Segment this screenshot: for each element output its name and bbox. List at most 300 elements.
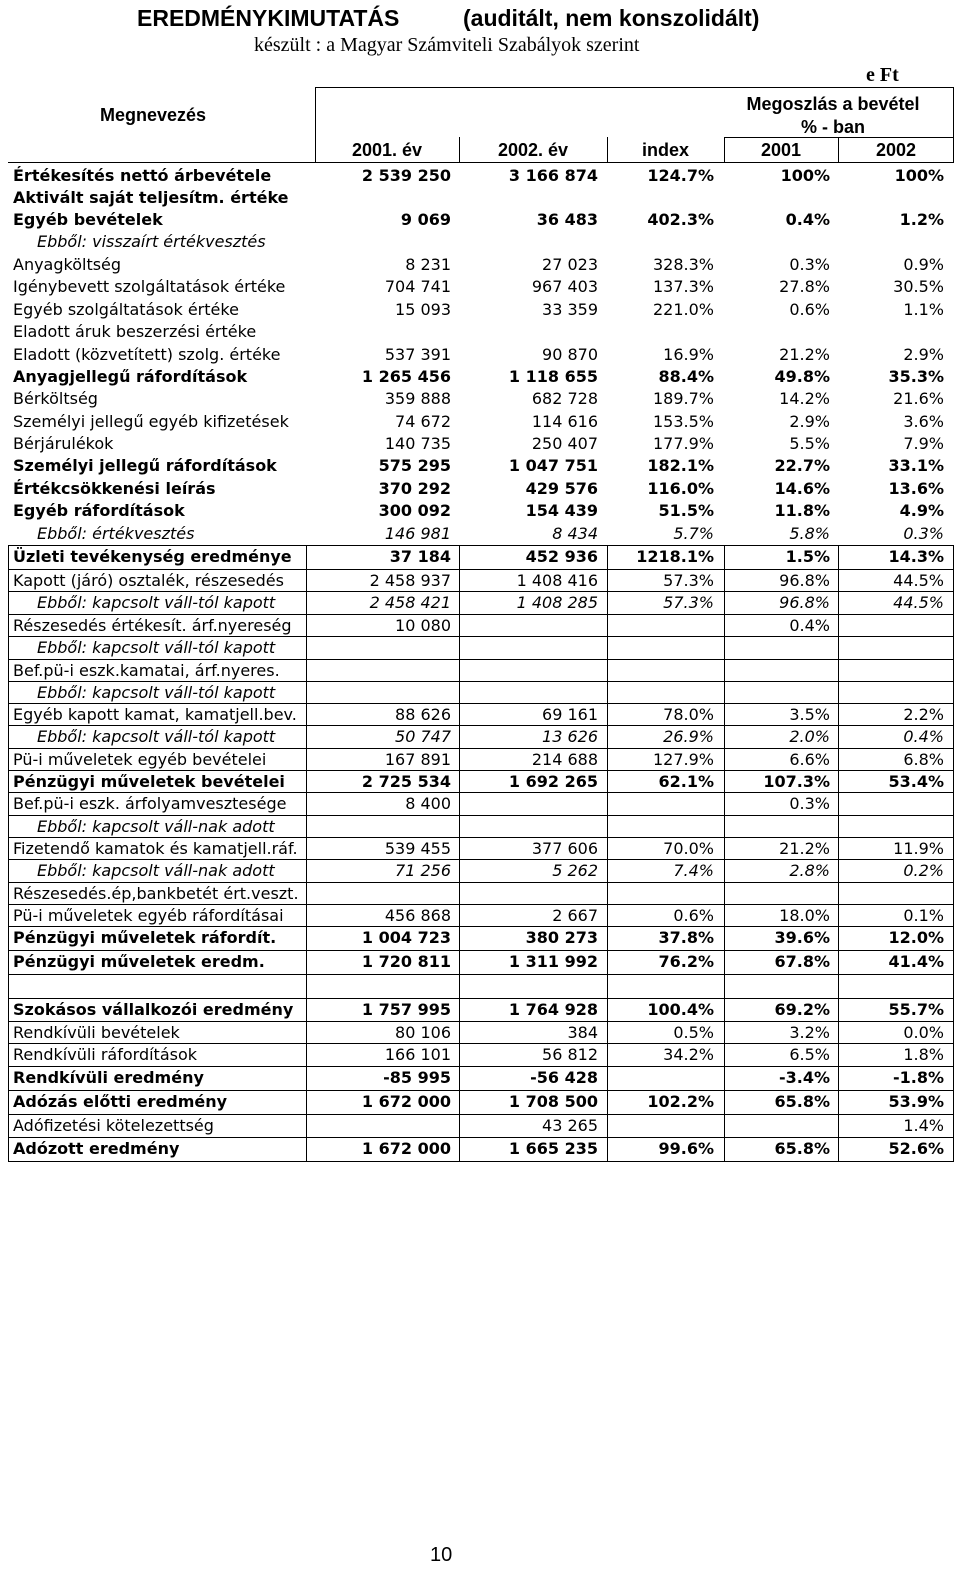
row-rule [8,1021,954,1022]
share-2001: 0.4% [785,210,830,229]
row-label: Egyéb szolgáltatások értéke [13,300,239,319]
value-index: 7.4% [673,861,714,880]
row-label: Részesedés.ép,bankbetét ért.veszt. [13,884,299,903]
share-2002: -1.8% [892,1068,944,1087]
header-col-sep [459,137,460,163]
row-label: Pénzügyi műveletek bevételei [13,772,285,791]
row-rule [8,1114,954,1115]
table-row [0,344,960,366]
share-2002: 0.1% [903,906,944,925]
share-header-line2: % - ban [800,117,865,137]
share-2002: 1.8% [903,1045,944,1064]
value-index: 127.9% [652,750,714,769]
share-2002: 0.4% [903,727,944,746]
value-2001: 704 741 [384,277,451,296]
value-2002: 69 161 [542,705,598,724]
row-rule [8,1090,954,1091]
row-label: Bérjárulékok [13,434,114,453]
row-label: Üzleti tevékenység eredménye [13,547,292,566]
value-2002: 56 812 [542,1045,598,1064]
value-index: 116.0% [647,479,714,498]
value-2001: 88 626 [395,705,451,724]
table-row [0,838,960,860]
row-label: Rendkívüli eredmény [13,1068,204,1087]
share-2001: 5.5% [789,434,830,453]
table-row [0,726,960,748]
table-row [0,254,960,276]
share-2002: 1.1% [903,300,944,319]
share-2002: 41.4% [888,952,944,971]
value-2002: 27 023 [542,255,598,274]
share-2002: 100% [894,166,944,185]
value-2001: 8 400 [405,794,451,813]
value-2001: 2 725 534 [361,772,451,791]
column-header-index: index [641,140,689,160]
value-2001: 10 080 [395,616,451,635]
share-2001: 49.8% [774,367,830,386]
value-2002: -56 428 [530,1068,598,1087]
share-2001: -3.4% [778,1068,830,1087]
table-row [0,321,960,343]
row-label: Ebből: kapcsolt váll-tól kapott [37,727,276,746]
share-2002: 12.0% [888,928,944,947]
share-2001: 1.5% [785,547,830,566]
value-index: 26.9% [663,727,714,746]
row-label: Egyéb ráfordítások [13,501,185,520]
share-2002: 0.0% [903,1023,944,1042]
share-2001: 21.2% [779,345,830,364]
value-index: 51.5% [658,501,714,520]
value-2002: 429 576 [525,479,598,498]
header-col-sep [724,137,725,163]
share-2002: 2.2% [903,705,944,724]
value-index: 137.3% [652,277,714,296]
row-rule [8,950,954,951]
column-header-share-2001: 2001 [760,140,802,160]
value-index: 0.5% [673,1023,714,1042]
value-2002: 377 606 [531,839,598,858]
row-rule [8,1043,954,1044]
row-label: Részesedés értékesít. árf.nyereség [13,616,292,635]
row-label: Ebből: értékvesztés [37,524,195,543]
row-rule [8,614,954,615]
value-index: 328.3% [652,255,714,274]
column-header-share [733,93,933,139]
row-rule [8,1066,954,1067]
row-label: Adózott eredmény [13,1139,180,1158]
share-2002: 3.6% [903,412,944,431]
row-label: Bérköltség [13,389,98,408]
value-2002: 384 [567,1023,598,1042]
share-2001: 6.6% [789,750,830,769]
share-2002: 44.5% [893,593,944,612]
value-2002: 13 626 [542,727,598,746]
report-title [137,5,760,32]
table-row [0,637,960,659]
value-index: 78.0% [663,705,714,724]
share-2001: 21.2% [779,839,830,858]
table-row [0,209,960,231]
table-row [0,546,960,568]
header-bottom-border [8,162,954,163]
value-2001: 539 455 [384,839,451,858]
row-label: Egyéb kapott kamat, kamatjell.bev. [13,705,297,724]
row-rule [8,591,954,592]
unit-label: e Ft [866,64,899,86]
value-2002: 43 265 [542,1116,598,1135]
value-index: 182.1% [647,456,714,475]
row-label: Személyi jellegű egyéb kifizetések [13,412,289,431]
share-2002: 4.9% [899,501,944,520]
table-row [0,1091,960,1113]
table-row [0,276,960,298]
table-row [0,1067,960,1089]
row-label: Igénybevett szolgáltatások értéke [13,277,286,296]
row-rule [8,1161,954,1162]
value-2001: 146 981 [384,524,451,543]
table-row [0,975,960,997]
table-row [0,905,960,927]
table-row [0,478,960,500]
row-label: Adózás előtti eredmény [13,1092,228,1111]
row-rule [8,770,954,771]
value-index: 100.4% [647,1000,714,1019]
row-rule [8,792,954,793]
row-label: Eladott (közvetített) szolg. értéke [13,345,281,364]
value-2001: 37 184 [389,547,451,566]
row-rule [8,703,954,704]
share-2001: 107.3% [763,772,830,791]
share-2002: 53.9% [888,1092,944,1111]
value-2001: 370 292 [378,479,451,498]
row-label: Pü-i műveletek egyéb ráfordításai [13,906,284,925]
share-2001: 0.4% [789,616,830,635]
value-2001: 1 265 456 [361,367,451,386]
share-2001: 14.2% [779,389,830,408]
table-row [0,570,960,592]
table-row [0,749,960,771]
table-row [0,433,960,455]
row-label: Kapott (járó) osztalék, részesedés [13,571,284,590]
share-2001: 96.8% [779,571,830,590]
row-label: Pénzügyi műveletek ráfordít. [13,928,277,947]
value-2002: 452 936 [525,547,598,566]
value-2002: 1 311 992 [508,952,598,971]
share-2001: 11.8% [774,501,830,520]
share-2002: 2.9% [903,345,944,364]
value-2002: 1 764 928 [508,1000,598,1019]
row-label: Pénzügyi műveletek eredm. [13,952,265,971]
share-2002: 0.9% [903,255,944,274]
row-rule [8,569,954,570]
share-2002: 55.7% [888,1000,944,1019]
table-row [0,660,960,682]
share-2001: 2.0% [789,727,830,746]
row-label: Anyagjellegű ráfordítások [13,367,248,386]
row-rule [8,859,954,860]
value-index: 88.4% [658,367,714,386]
share-2001: 65.8% [774,1092,830,1111]
row-rule [8,998,954,999]
row-label: Ebből: kapcsolt váll-tól kapott [37,638,276,657]
value-2001: 537 391 [384,345,451,364]
value-2001: 1 672 000 [361,1139,451,1158]
share-2002: 1.2% [899,210,944,229]
share-2001: 65.8% [774,1139,830,1158]
share-2001: 3.2% [789,1023,830,1042]
row-rule [8,545,954,546]
value-2002: 682 728 [531,389,598,408]
share-2001: 69.2% [774,1000,830,1019]
row-label: Ebből: kapcsolt váll-nak adott [37,861,275,880]
value-index: 1218.1% [636,547,714,566]
value-2002: 967 403 [531,277,598,296]
table-row [0,366,960,388]
row-label: Bef.pü-i eszk. árfolyamvesztesége [13,794,287,813]
share-2001: 0.6% [789,300,830,319]
share-2001: 22.7% [774,456,830,475]
row-label: Ebből: kapcsolt váll-tól kapott [37,683,276,702]
share-2001: 27.8% [779,277,830,296]
title-main: EREDMÉNYKIMUTATÁS [137,5,400,31]
share-2001: 96.8% [779,593,830,612]
value-2001: 9 069 [400,210,451,229]
value-2002: 1 047 751 [508,456,598,475]
value-2001: 8 231 [405,255,451,274]
table-row [0,793,960,815]
row-label: Bef.pü-i eszk.kamatai, árf.nyeres. [13,661,280,680]
share-2002: 1.4% [903,1116,944,1135]
value-2002: 2 667 [552,906,598,925]
value-index: 221.0% [652,300,714,319]
value-index: 57.3% [663,571,714,590]
table-col-sep [724,546,725,1162]
table-col-sep [459,546,460,1162]
value-2001: 359 888 [384,389,451,408]
header-top-border [315,87,954,88]
header-col-sep [607,137,608,163]
row-rule [8,904,954,905]
value-2001: 140 735 [384,434,451,453]
row-label: Személyi jellegű ráfordítások [13,456,277,475]
table-row [0,1044,960,1066]
row-label: Eladott áruk beszerzési értéke [13,322,257,341]
value-2001: 575 295 [378,456,451,475]
share-2001: 5.8% [789,524,830,543]
share-2002: 6.8% [903,750,944,769]
value-index: 402.3% [647,210,714,229]
value-2001: 2 539 250 [361,166,451,185]
share-2002: 13.6% [888,479,944,498]
share-header-line1: Megoszlás a bevétel [746,94,920,114]
row-label: Egyéb bevételek [13,210,163,229]
share-2001: 18.0% [779,906,830,925]
column-header-2001: 2001. év [351,140,423,160]
value-index: 62.1% [658,772,714,791]
value-2002: 214 688 [531,750,598,769]
value-2002: 1 408 285 [516,593,598,612]
column-header-2002: 2002. év [497,140,569,160]
row-label: Rendkívüli ráfordítások [13,1045,198,1064]
table-row [0,1138,960,1160]
table-row [0,500,960,522]
row-label: Aktivált saját teljesítm. értéke [13,188,289,207]
row-label: Szokásos vállalkozói eredmény [13,1000,294,1019]
table-row [0,165,960,187]
value-2001: 166 101 [384,1045,451,1064]
value-2002: 154 439 [525,501,598,520]
row-rule [8,748,954,749]
value-2002: 380 273 [525,928,598,947]
share-2001: 2.9% [789,412,830,431]
value-index: 34.2% [663,1045,714,1064]
table-row [0,771,960,793]
value-2001: 167 891 [384,750,451,769]
share-2002: 0.2% [903,861,944,880]
value-2002: 90 870 [542,345,598,364]
share-2002: 52.6% [888,1139,944,1158]
value-index: 0.6% [673,906,714,925]
value-2002: 114 616 [531,412,598,431]
row-rule [8,681,954,682]
table-col-sep [838,546,839,1162]
value-index: 76.2% [658,952,714,971]
value-index: 57.3% [663,593,714,612]
row-label: Ebből: visszaírt értékvesztés [37,232,266,251]
value-index: 70.0% [663,839,714,858]
share-header-rule [724,137,954,138]
column-header-share-2002: 2002 [875,140,917,160]
share-2001: 67.8% [774,952,830,971]
value-2001: 74 672 [395,412,451,431]
value-2002: 5 262 [552,861,598,880]
value-2001: 1 004 723 [361,928,451,947]
title-note: (auditált, nem konszolidált) [463,5,760,31]
value-2002: 8 434 [552,524,598,543]
value-index: 153.5% [652,412,714,431]
table-row [0,455,960,477]
share-2002: 44.5% [893,571,944,590]
value-index: 177.9% [652,434,714,453]
row-rule [8,926,954,927]
share-2002: 21.6% [893,389,944,408]
share-2002: 7.9% [903,434,944,453]
table-row [0,592,960,614]
value-index: 16.9% [663,345,714,364]
row-rule [8,725,954,726]
row-label: Rendkívüli bevételek [13,1023,180,1042]
value-2002: 250 407 [531,434,598,453]
value-2001: 80 106 [395,1023,451,1042]
header-col-sep [838,137,839,163]
value-2001: 15 093 [395,300,451,319]
report-subtitle: készült : a Magyar Számviteli Szabályok szerint [254,34,640,56]
page-number: 10 [430,1544,453,1566]
value-2002: 1 118 655 [508,367,598,386]
share-2002: 35.3% [888,367,944,386]
value-2001: 71 256 [395,861,451,880]
table-row [0,682,960,704]
share-2001: 6.5% [789,1045,830,1064]
value-2002: 3 166 874 [508,166,598,185]
value-2001: -85 995 [383,1068,451,1087]
table-row [0,187,960,209]
table-row [0,388,960,410]
value-index: 124.7% [647,166,714,185]
share-2001: 2.8% [789,861,830,880]
share-2002: 30.5% [893,277,944,296]
value-index: 5.7% [673,524,714,543]
table-row [0,816,960,838]
table-col-sep [607,546,608,1162]
share-2002: 14.3% [888,547,944,566]
value-2001: 2 458 937 [369,571,451,590]
table-row [0,299,960,321]
table-row [0,883,960,905]
value-index: 102.2% [647,1092,714,1111]
share-2002: 33.1% [888,456,944,475]
header-right-border [953,87,954,163]
value-index: 37.8% [658,928,714,947]
value-2001: 1 757 995 [361,1000,451,1019]
row-rule [8,974,954,975]
value-2001: 300 092 [378,501,451,520]
share-2002: 0.3% [903,524,944,543]
table-row [0,704,960,726]
value-2001: 2 458 421 [369,593,451,612]
table-row [0,411,960,433]
value-2002: 1 708 500 [508,1092,598,1111]
value-2002: 33 359 [542,300,598,319]
value-2002: 1 692 265 [508,772,598,791]
row-label: Értékesítés nettó árbevétele [13,166,272,185]
table-row [0,615,960,637]
table-row [0,951,960,973]
row-rule [8,659,954,660]
row-label: Értékcsökkenési leírás [13,479,216,498]
value-index: 189.7% [652,389,714,408]
value-2002: 1 408 416 [516,571,598,590]
value-index: 99.6% [658,1139,714,1158]
table-row [0,927,960,949]
share-2001: 0.3% [789,794,830,813]
table-row [0,1022,960,1044]
share-2001: 0.3% [789,255,830,274]
row-rule [8,1137,954,1138]
header-left-border [315,87,316,163]
value-2001: 50 747 [395,727,451,746]
table-row [0,999,960,1021]
value-2001: 456 868 [384,906,451,925]
row-label: Fizetendő kamatok és kamatjell.ráf. [13,839,298,858]
value-2002: 36 483 [536,210,598,229]
table-row [0,860,960,882]
row-label: Ebből: kapcsolt váll-nak adott [37,817,275,836]
row-label: Ebből: kapcsolt váll-tól kapott [37,593,276,612]
table-row [0,1115,960,1137]
share-2001: 14.6% [774,479,830,498]
value-2001: 1 672 000 [361,1092,451,1111]
value-2002: 1 665 235 [508,1139,598,1158]
row-label: Adófizetési kötelezettség [13,1116,214,1135]
value-2001: 1 720 811 [361,952,451,971]
table-row [0,523,960,545]
row-rule [8,636,954,637]
share-2002: 11.9% [893,839,944,858]
share-2002: 53.4% [888,772,944,791]
share-2001: 39.6% [774,928,830,947]
table-row [0,231,960,253]
